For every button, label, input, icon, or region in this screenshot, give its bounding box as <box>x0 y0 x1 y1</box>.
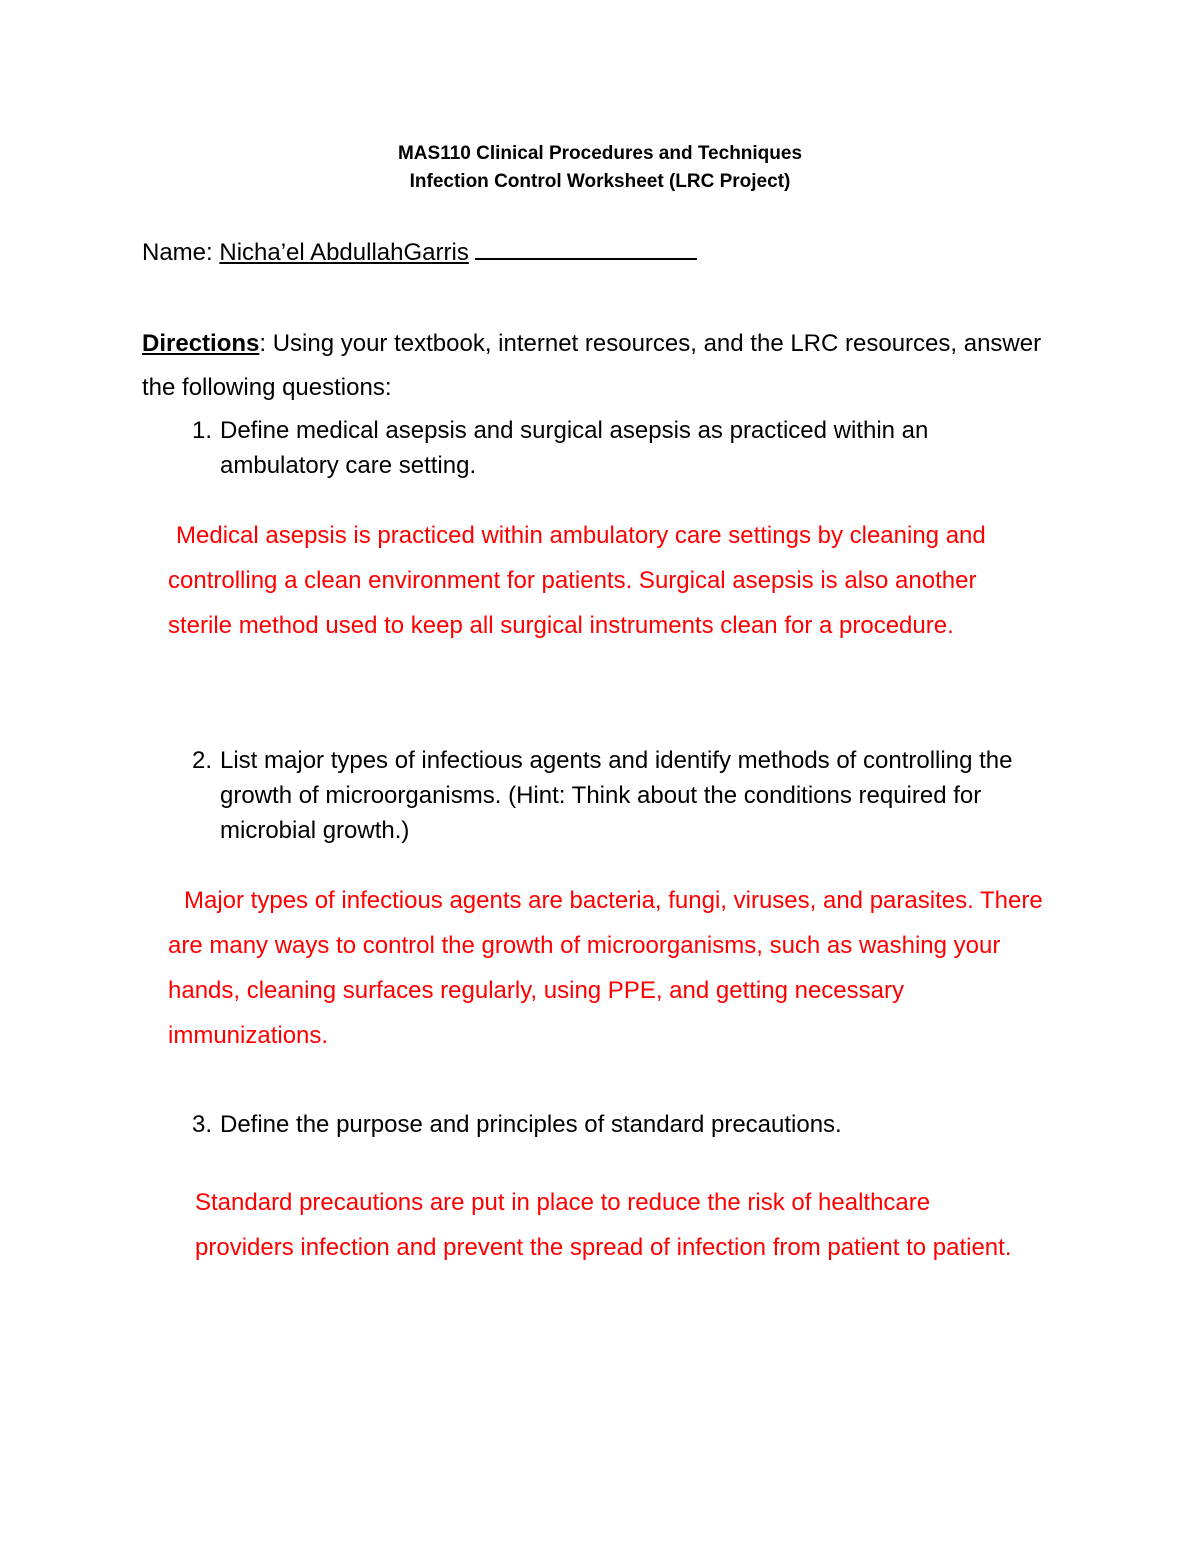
name-label: Name: <box>142 239 220 266</box>
question-1-text: Define medical asepsis and surgical asepsis as practiced within an ambulatory care setting. <box>220 417 929 479</box>
answer-2: Major types of infectious agents are bacteria, fungi, viruses, and parasites. There are many ways to control the growth of microorganisms, such as washing your hands, cleaning surfaces regularly, using PPE, and getting necessary immunizations. <box>168 887 1043 1049</box>
question-3-text: Define the purpose and principles of standard precautions. <box>220 1111 842 1138</box>
question-1 <box>192 413 1040 483</box>
question-3-number: 3. <box>192 1111 213 1138</box>
name-line <box>142 236 697 268</box>
directions-text: : Using your textbook, internet resources, and the LRC resources, answer the following questions: <box>142 330 1042 401</box>
directions-label: Directions <box>142 330 260 357</box>
answer-3: Standard precautions are put in place to reduce the risk of healthcare providers infection and prevent the spread of infection from patient to patient. <box>195 1189 1012 1261</box>
worksheet-title: Infection Control Worksheet (LRC Project) <box>409 171 791 192</box>
name-blank-line <box>475 236 697 260</box>
course-title: MAS110 Clinical Procedures and Techniques <box>397 143 803 164</box>
answer-1: Medical asepsis is practiced within ambulatory care settings by cleaning and controlling a clean environment for patients. Surgical asepsis is also another sterile method used to keep all surgical instruments clean for a procedure. <box>168 522 986 639</box>
directions-paragraph <box>142 322 1072 410</box>
question-3 <box>192 1107 1070 1142</box>
name-value: Nicha’el AbdullahGarris <box>219 239 469 266</box>
question-1-number: 1. <box>192 417 213 444</box>
question-2-number: 2. <box>192 747 213 774</box>
question-2-text: List major types of infectious agents and identify methods of controlling the growth of microorganisms. (Hint: Think about the conditions required for microbial growth.) <box>220 747 1013 844</box>
question-2 <box>192 743 1070 848</box>
